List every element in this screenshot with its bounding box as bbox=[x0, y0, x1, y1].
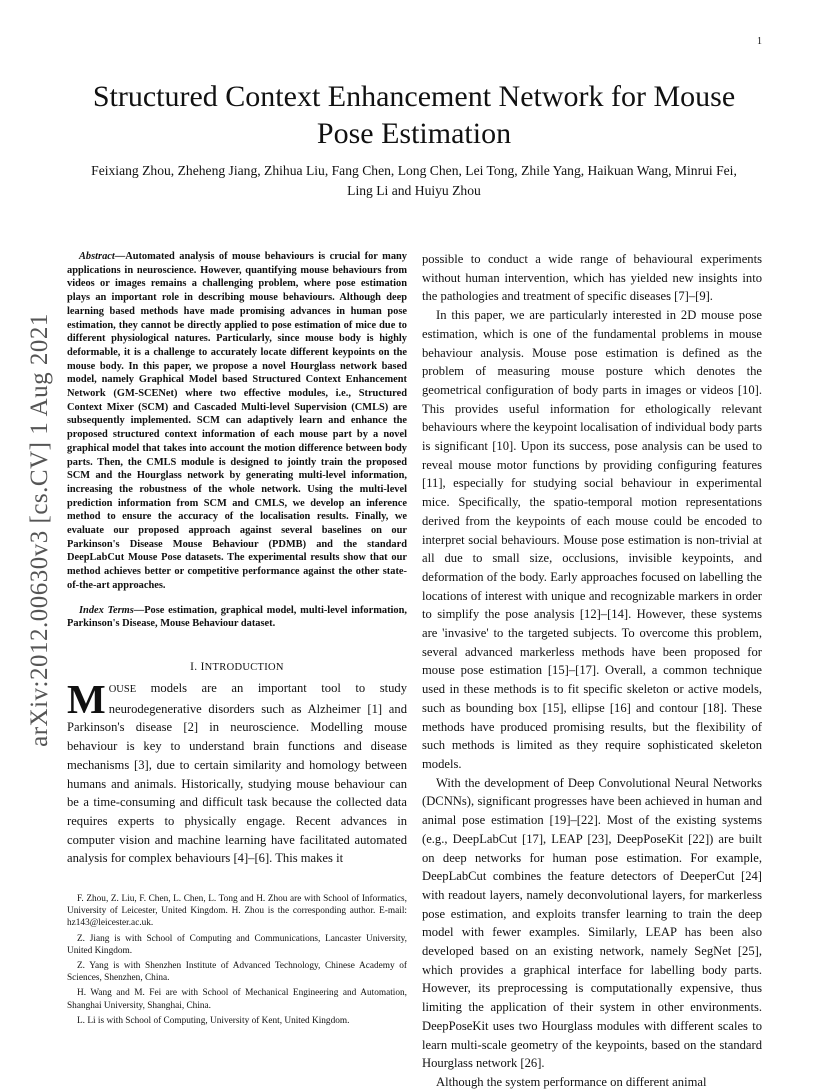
author-footnotes bbox=[67, 893, 407, 1030]
index-terms-label: Index Terms bbox=[79, 604, 134, 616]
index-terms-text: —Pose estimation, graphical model, multi-level information, Parkinson's Disease, Mouse Behaviour dataset. bbox=[67, 604, 407, 630]
abstract-label: Abstract bbox=[79, 251, 115, 262]
abstract-text: —Automated analysis of mouse behaviours is crucial for many applications in neuroscience. However, quantifying mouse behaviours from videos or images remains a challenging problem, where pose estimation plays an important role in describing mouse behaviours. Although deep learning based methods have made promising advances in human pose estimation, they cannot be directly applied to pose estimation of mice due to different physiological natures. Particularly, since mouse body is highly deformable, it is a challenge to accurately locate different keypoints on the mouse body. In this paper, we propose a novel Hourglass network based model, namely Graphical Model based Structured Context Enhancement Network (GM-SCENet) where two effective modules, i.e., Structured Context Mixer (SCM) and Cascaded Multi-level Supervision (CMLS) are subsequently implemented. SCM can adaptively learn and enhance the proposed structured context information of each mouse part by a novel graphical model that takes into account the motion difference between body parts. Then, the CMLS module is designed to jointly train the proposed SCM and the Hourglass network by generating multi-level information, increasing the robustness of the whole network. Using the multi-level prediction information from SCM and CMLS, we develop an inference method to ensure the accuracy of the localisation results. Finally, we evaluate our proposed approach against several baselines on our Parkinson's Disease Mouse Behaviour (PDMB) and the standard DeepLabCut Mouse Pose datasets. The experimental results show that our method achieves better or competitive performance against the other state-of-the-art approaches. bbox=[67, 251, 407, 591]
author-list: Feixiang Zhou, Zheheng Jiang, Zhihua Liu, Fang Chen, Long Chen, Lei Tong, Zhile Yang, Haikuan Wang, Minrui Fei, Ling Li and Huiyu Zhou bbox=[91, 163, 737, 198]
section-heading bbox=[67, 661, 407, 673]
intro-lead-word: OUSE bbox=[108, 683, 137, 695]
footnote: L. Li is with School of Computing, University of Kent, United Kingdom. bbox=[77, 1015, 350, 1026]
right-column bbox=[422, 250, 762, 1092]
footnote: Z. Jiang is with School of Computing and Communications, Lancaster University, United Kingdom. bbox=[67, 933, 407, 956]
body-paragraph: possible to conduct a wide range of behavioural experiments without human intervention, which has yielded new insights into the pathologies and treatment of specific diseases [7]–[9]. bbox=[422, 252, 762, 304]
arxiv-sidebar bbox=[20, 290, 60, 770]
footnote: H. Wang and M. Fei are with School of Mechanical Engineering and Automation, Shanghai University, Shanghai, China. bbox=[67, 988, 407, 1011]
section-title-rest: NTRODUCTION bbox=[204, 661, 284, 673]
body-paragraph: With the development of Deep Convolutional Neural Networks (DCNNs), significant progresses have been achieved in human and animal pose estimation [19]–[22]. Most of the existing systems (e.g., DeepLabCut [17], LEAP [23], DeepPoseKit [22]) are built on deep networks for human pose estimation. For example, DeepLabCut combines the feature detectors of DeeperCut [24] with readout layers, namely deconvolutional layers, for markerless pose estimation, and exploits transfer learning to train the deep model with fewer examples. Similarly, LEAP has been also developed based on an existing network, namely SegNet [25], which provides a graphical interface for labelling body parts. However, its preprocessing is computationally expensive, thus limiting the application of their system in other environments. DeepPoseKit uses two Hourglass modules with different scales to learn multi-scale geometry of the keypoints, based on the standard Hourglass network [26]. bbox=[422, 775, 762, 1071]
drop-cap: M bbox=[67, 675, 106, 722]
footnote: Z. Yang is with Shenzhen Institute of Advanced Technology, Chinese Academy of Sciences, Shenzhen, China. bbox=[67, 961, 407, 984]
body-paragraph: Although the system performance on different animal bbox=[436, 1074, 707, 1089]
page-number: 1 bbox=[757, 36, 762, 47]
paper-title: Structured Context Enhancement Network for Mouse Pose Estimation bbox=[92, 80, 736, 150]
body-paragraph: In this paper, we are particularly interested in 2D mouse pose estimation, which is one of the fundamental problems in mouse behaviour analysis. Mouse pose estimation is defined as the problem of measuring mouse posture which denotes the geometrical configuration of body parts in images or videos [10]. This provides useful information for ethologically relevant behaviours where the keypoint localisation of individual body parts is significant [10]. Upon its success, pose analysis can be used to reveal mouse motor functions by providing configuring features [11], especially for studying social behaviour in experimental mice. Specifically, the spatio-temporal motion representations derived from the keypoints of each mouse could be encoded to interpret social behaviours. Mouse pose estimation is non-trivial at all due to small size, occlusions, invisible keypoints, and deformation of the body. Early approaches focused on labelling the locations of interest with unique and recognizable markers in order to simplify the pose analysis [12]–[14]. However, these systems are 'invasive' to the targeted subjects. To overcome this problem, several advanced markerless methods have been proposed for mouse pose estimation [15]–[17]. Overall, a common technique used in these methods is to fit specific skeleton or active models, such as bounding box [15], ellipse [16] and contour [18]. These methods have produced promising results, but the flexibility of such methods is limited as they require sophisticated skeleton models. bbox=[422, 308, 762, 771]
footnote: F. Zhou, Z. Liu, F. Chen, L. Chen, L. Tong and H. Zhou are with School of Informatics, University of Leicester, United Kingdom. H. Zhou is the corresponding author. E-mail: hz143@leicester.ac.uk. bbox=[67, 894, 407, 929]
left-column bbox=[67, 250, 407, 868]
abstract bbox=[67, 250, 407, 593]
index-terms bbox=[67, 604, 407, 631]
intro-text: models are an important tool to study neurodegenerative disorders such as Alzheimer [1] and Parkinson's disease [2] in neuroscience. Modelling mouse behaviour is key to understand brain functions and disease mechanisms [3], due to certain similarity and homology between humans and animals. Historically, studying mouse behaviour can be a time-consuming and difficult task because the collected data requires experts to physically engage. Recent advances in computer vision and machine learning have facilitated automated analysis for complex behaviours [4]–[6]. This makes it bbox=[67, 680, 407, 866]
arxiv-identifier: arXiv:2012.00630v3 [cs.CV] 1 Aug 2021 bbox=[26, 313, 53, 747]
section-title-initial: I bbox=[200, 660, 205, 673]
intro-paragraph bbox=[67, 675, 407, 868]
section-number: I. bbox=[190, 660, 198, 673]
